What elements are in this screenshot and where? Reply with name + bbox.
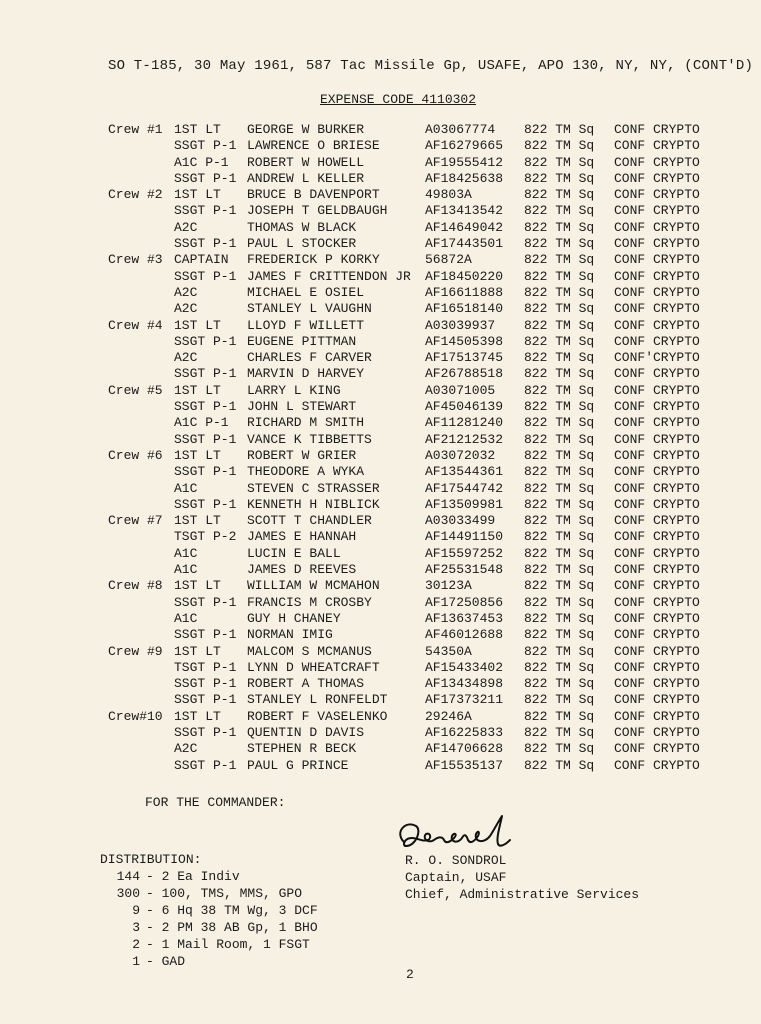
service-number: AF25531548 bbox=[425, 562, 504, 578]
rank: SSGT P-1 bbox=[174, 627, 237, 643]
member-name: LLOYD F WILLETT bbox=[247, 317, 365, 333]
service-number: AF26788518 bbox=[425, 366, 504, 382]
unit: 822 TM Sq bbox=[524, 545, 595, 561]
member-name: LAWRENCE O BRIESE bbox=[247, 138, 380, 154]
distribution-qty: 300 bbox=[116, 886, 140, 901]
distribution-title: DISTRIBUTION: bbox=[100, 852, 202, 867]
member-name: LUCIN E BALL bbox=[247, 545, 341, 561]
service-number: AF16518140 bbox=[425, 301, 504, 317]
clearance: CONF CRYPTO bbox=[614, 219, 700, 235]
service-number: AF19555412 bbox=[425, 154, 504, 170]
roster-row bbox=[108, 676, 728, 692]
roster-row bbox=[108, 546, 728, 562]
unit: 822 TM Sq bbox=[524, 431, 595, 447]
roster-row bbox=[108, 611, 728, 627]
rank: SSGT P-1 bbox=[174, 268, 237, 284]
unit: 822 TM Sq bbox=[524, 741, 595, 757]
service-number: AF14505398 bbox=[425, 333, 504, 349]
clearance: CONF CRYPTO bbox=[614, 122, 700, 137]
clearance: CONF CRYPTO bbox=[614, 659, 700, 675]
roster-row bbox=[108, 595, 728, 611]
clearance: CONF CRYPTO bbox=[614, 447, 700, 463]
unit: 822 TM Sq bbox=[524, 496, 595, 512]
clearance: CONF CRYPTO bbox=[614, 627, 700, 643]
member-name: THEODORE A WYKA bbox=[247, 464, 365, 480]
rank: 1ST LT bbox=[174, 187, 221, 203]
unit: 822 TM Sq bbox=[524, 219, 595, 235]
service-number: AF13434898 bbox=[425, 676, 504, 692]
clearance: CONF CRYPTO bbox=[614, 236, 700, 252]
roster-row bbox=[108, 138, 728, 154]
rank: SSGT P-1 bbox=[174, 676, 237, 692]
for-the-commander: FOR THE COMMANDER: bbox=[145, 795, 286, 810]
service-number: AF21212532 bbox=[425, 431, 504, 447]
clearance: CONF CRYPTO bbox=[614, 284, 700, 300]
service-number: AF14649042 bbox=[425, 219, 504, 235]
roster-row bbox=[108, 692, 728, 708]
member-name: JOSEPH T GELDBAUGH bbox=[247, 203, 388, 219]
roster-row bbox=[108, 758, 728, 774]
member-name: WILLIAM W MCMAHON bbox=[247, 578, 380, 594]
crew-roster bbox=[108, 122, 728, 774]
unit: 822 TM Sq bbox=[524, 447, 595, 463]
service-number: A03033499 bbox=[425, 513, 496, 529]
service-number: AF16225833 bbox=[425, 724, 504, 740]
crew-number: Crew #5 bbox=[108, 382, 163, 398]
service-number: AF13544361 bbox=[425, 464, 504, 480]
crew-number: Crew#10 bbox=[108, 708, 163, 724]
member-name: JAMES D REEVES bbox=[247, 562, 357, 578]
crew-number: Crew #4 bbox=[108, 317, 163, 333]
member-name: VANCE K TIBBETTS bbox=[247, 431, 372, 447]
unit: 822 TM Sq bbox=[524, 122, 595, 137]
service-number: AF16611888 bbox=[425, 284, 504, 300]
distribution-qty: 3 bbox=[132, 920, 140, 935]
member-name: EUGENE PITTMAN bbox=[247, 333, 357, 349]
service-number: AF17250856 bbox=[425, 594, 504, 610]
unit: 822 TM Sq bbox=[524, 708, 595, 724]
service-number: 29246A bbox=[425, 708, 472, 724]
rank: A2C bbox=[174, 741, 198, 757]
distribution-line bbox=[100, 937, 310, 954]
rank: SSGT P-1 bbox=[174, 399, 237, 415]
unit: 822 TM Sq bbox=[524, 366, 595, 382]
service-number: AF45046139 bbox=[425, 399, 504, 415]
clearance: CONF CRYPTO bbox=[614, 268, 700, 284]
service-number: AF13637453 bbox=[425, 610, 504, 626]
distribution-desc: - 2 PM 38 AB Gp, 1 BHO bbox=[146, 920, 318, 935]
clearance: CONF CRYPTO bbox=[614, 741, 700, 757]
roster-row bbox=[108, 334, 728, 350]
rank: SSGT P-1 bbox=[174, 236, 237, 252]
rank: A2C bbox=[174, 219, 198, 235]
distribution-line bbox=[100, 869, 240, 886]
clearance: CONF CRYPTO bbox=[614, 431, 700, 447]
roster-row bbox=[108, 252, 728, 268]
rank: A2C bbox=[174, 284, 198, 300]
rank: TSGT P-1 bbox=[174, 659, 237, 675]
unit: 822 TM Sq bbox=[524, 187, 595, 203]
unit: 822 TM Sq bbox=[524, 643, 595, 659]
unit: 822 TM Sq bbox=[524, 692, 595, 708]
clearance: CONF CRYPTO bbox=[614, 594, 700, 610]
roster-row bbox=[108, 415, 728, 431]
clearance: CONF CRYPTO bbox=[614, 676, 700, 692]
unit: 822 TM Sq bbox=[524, 610, 595, 626]
clearance: CONF CRYPTO bbox=[614, 496, 700, 512]
clearance: CONF CRYPTO bbox=[614, 480, 700, 496]
crew-number: Crew #3 bbox=[108, 252, 163, 268]
member-name: STEPHEN R BECK bbox=[247, 741, 357, 757]
roster-row bbox=[108, 236, 728, 252]
member-name: PAUL G PRINCE bbox=[247, 757, 349, 773]
rank: 1ST LT bbox=[174, 447, 221, 463]
rank: A2C bbox=[174, 350, 198, 366]
clearance: CONF CRYPTO bbox=[614, 692, 700, 708]
member-name: NORMAN IMIG bbox=[247, 627, 333, 643]
rank: TSGT P-2 bbox=[174, 529, 237, 545]
service-number: AF13413542 bbox=[425, 203, 504, 219]
roster-row bbox=[108, 171, 728, 187]
unit: 822 TM Sq bbox=[524, 268, 595, 284]
crew-number: Crew #7 bbox=[108, 513, 163, 529]
service-number: AF14706628 bbox=[425, 741, 504, 757]
roster-row bbox=[108, 220, 728, 236]
member-name: JOHN L STEWART bbox=[247, 399, 357, 415]
unit: 822 TM Sq bbox=[524, 252, 595, 268]
roster-row bbox=[108, 660, 728, 676]
clearance: CONF CRYPTO bbox=[614, 562, 700, 578]
roster-row bbox=[108, 269, 728, 285]
clearance: CONF'CRYPTO bbox=[614, 350, 700, 366]
roster-row bbox=[108, 187, 728, 203]
roster-row bbox=[108, 318, 728, 334]
member-name: RICHARD M SMITH bbox=[247, 415, 365, 431]
distribution-qty: 144 bbox=[116, 869, 140, 884]
rank: SSGT P-1 bbox=[174, 366, 237, 382]
member-name: ANDREW L KELLER bbox=[247, 170, 365, 186]
rank: SSGT P-1 bbox=[174, 431, 237, 447]
clearance: CONF CRYPTO bbox=[614, 154, 700, 170]
clearance: CONF CRYPTO bbox=[614, 415, 700, 431]
unit: 822 TM Sq bbox=[524, 578, 595, 594]
order-header: SO T-185, 30 May 1961, 587 Tac Missile Gp, USAFE, APO 130, NY, NY, (CONT'D) bbox=[108, 58, 754, 74]
unit: 822 TM Sq bbox=[524, 415, 595, 431]
member-name: LYNN D WHEATCRAFT bbox=[247, 659, 380, 675]
rank: 1ST LT bbox=[174, 643, 221, 659]
clearance: CONF CRYPTO bbox=[614, 333, 700, 349]
signer-title: Chief, Administrative Services bbox=[405, 887, 640, 902]
page-number: 2 bbox=[406, 967, 414, 982]
distribution-list bbox=[100, 852, 318, 971]
service-number: AF13509981 bbox=[425, 496, 504, 512]
roster-row bbox=[108, 481, 728, 497]
service-number: AF15597252 bbox=[425, 545, 504, 561]
member-name: SCOTT T CHANDLER bbox=[247, 513, 372, 529]
signature-block bbox=[405, 853, 639, 904]
rank: A1C bbox=[174, 545, 198, 561]
roster-row bbox=[108, 464, 728, 480]
clearance: CONF CRYPTO bbox=[614, 724, 700, 740]
member-name: CHARLES F CARVER bbox=[247, 350, 372, 366]
rank: 1ST LT bbox=[174, 513, 221, 529]
roster-row bbox=[108, 644, 728, 660]
rank: SSGT P-1 bbox=[174, 203, 237, 219]
member-name: KENNETH H NIBLICK bbox=[247, 496, 380, 512]
clearance: CONF CRYPTO bbox=[614, 187, 700, 203]
distribution-qty: 2 bbox=[132, 937, 140, 952]
distribution-desc: - 2 Ea Indiv bbox=[146, 869, 240, 884]
member-name: ROBERT W GRIER bbox=[247, 447, 357, 463]
clearance: CONF CRYPTO bbox=[614, 399, 700, 415]
service-number: AF46012688 bbox=[425, 627, 504, 643]
signer-rank: Captain, USAF bbox=[405, 870, 507, 885]
service-number: AF17544742 bbox=[425, 480, 504, 496]
unit: 822 TM Sq bbox=[524, 138, 595, 154]
clearance: CONF CRYPTO bbox=[614, 170, 700, 186]
distribution-qty: 9 bbox=[132, 903, 140, 918]
roster-row bbox=[108, 155, 728, 171]
roster-row bbox=[108, 578, 728, 594]
roster-row bbox=[108, 432, 728, 448]
clearance: CONF CRYPTO bbox=[614, 529, 700, 545]
rank: SSGT P-1 bbox=[174, 464, 237, 480]
clearance: CONF CRYPTO bbox=[614, 545, 700, 561]
unit: 822 TM Sq bbox=[524, 529, 595, 545]
roster-row bbox=[108, 285, 728, 301]
clearance: CONF CRYPTO bbox=[614, 366, 700, 382]
roster-row bbox=[108, 350, 728, 366]
service-number: AF15433402 bbox=[425, 659, 504, 675]
roster-row bbox=[108, 725, 728, 741]
service-number: AF17513745 bbox=[425, 350, 504, 366]
member-name: BRUCE B DAVENPORT bbox=[247, 187, 380, 203]
clearance: CONF CRYPTO bbox=[614, 610, 700, 626]
service-number: A03067774 bbox=[425, 122, 496, 137]
rank: SSGT P-1 bbox=[174, 692, 237, 708]
clearance: CONF CRYPTO bbox=[614, 252, 700, 268]
member-name: PAUL L STOCKER bbox=[247, 236, 357, 252]
rank: SSGT P-1 bbox=[174, 138, 237, 154]
rank: 1ST LT bbox=[174, 317, 221, 333]
service-number: A03072032 bbox=[425, 447, 496, 463]
service-number: AF17373211 bbox=[425, 692, 504, 708]
distribution-qty: 1 bbox=[132, 954, 140, 969]
service-number: AF15535137 bbox=[425, 757, 504, 773]
crew-number: Crew #9 bbox=[108, 643, 163, 659]
roster-row bbox=[108, 562, 728, 578]
member-name: MALCOM S MCMANUS bbox=[247, 643, 372, 659]
service-number: AF17443501 bbox=[425, 236, 504, 252]
unit: 822 TM Sq bbox=[524, 627, 595, 643]
rank: SSGT P-1 bbox=[174, 757, 237, 773]
signer-name: R. O. SONDROL bbox=[405, 853, 507, 868]
roster-row bbox=[108, 122, 728, 138]
distribution-line bbox=[100, 903, 318, 920]
unit: 822 TM Sq bbox=[524, 480, 595, 496]
unit: 822 TM Sq bbox=[524, 170, 595, 186]
service-number: 30123A bbox=[425, 578, 472, 594]
unit: 822 TM Sq bbox=[524, 464, 595, 480]
member-name: STEVEN C STRASSER bbox=[247, 480, 380, 496]
distribution-desc: - GAD bbox=[146, 954, 186, 969]
service-number: AF14491150 bbox=[425, 529, 504, 545]
rank: SSGT P-1 bbox=[174, 333, 237, 349]
rank: A1C P-1 bbox=[174, 154, 229, 170]
member-name: JAMES F CRITTENDON JR bbox=[247, 268, 411, 284]
rank: A1C bbox=[174, 562, 198, 578]
unit: 822 TM Sq bbox=[524, 350, 595, 366]
clearance: CONF CRYPTO bbox=[614, 757, 700, 773]
rank: A1C bbox=[174, 610, 198, 626]
unit: 822 TM Sq bbox=[524, 562, 595, 578]
distribution-desc: - 6 Hq 38 TM Wg, 3 DCF bbox=[146, 903, 318, 918]
unit: 822 TM Sq bbox=[524, 154, 595, 170]
distribution-line bbox=[100, 920, 318, 937]
member-name: GUY H CHANEY bbox=[247, 610, 341, 626]
crew-number: Crew #2 bbox=[108, 187, 163, 203]
service-number: 54350A bbox=[425, 643, 472, 659]
member-name: STANLEY L RONFELDT bbox=[247, 692, 388, 708]
service-number: AF11281240 bbox=[425, 415, 504, 431]
roster-row bbox=[108, 627, 728, 643]
distribution-line bbox=[100, 954, 201, 971]
member-name: MICHAEL E OSIEL bbox=[247, 284, 365, 300]
unit: 822 TM Sq bbox=[524, 676, 595, 692]
rank: A2C bbox=[174, 301, 198, 317]
member-name: STANLEY L VAUGHN bbox=[247, 301, 372, 317]
clearance: CONF CRYPTO bbox=[614, 203, 700, 219]
unit: 822 TM Sq bbox=[524, 382, 595, 398]
crew-number: Crew #6 bbox=[108, 447, 163, 463]
member-name: QUENTIN D DAVIS bbox=[247, 724, 365, 740]
unit: 822 TM Sq bbox=[524, 594, 595, 610]
roster-row bbox=[108, 741, 728, 757]
member-name: ROBERT F VASELENKO bbox=[247, 708, 388, 724]
distribution-desc: - 1 Mail Room, 1 FSGT bbox=[146, 937, 310, 952]
clearance: CONF CRYPTO bbox=[614, 382, 700, 398]
clearance: CONF CRYPTO bbox=[614, 578, 700, 594]
roster-row bbox=[108, 513, 728, 529]
rank: 1ST LT bbox=[174, 382, 221, 398]
unit: 822 TM Sq bbox=[524, 513, 595, 529]
unit: 822 TM Sq bbox=[524, 301, 595, 317]
crew-number: Crew #1 bbox=[108, 122, 163, 137]
member-name: ROBERT W HOWELL bbox=[247, 154, 365, 170]
unit: 822 TM Sq bbox=[524, 333, 595, 349]
clearance: CONF CRYPTO bbox=[614, 643, 700, 659]
distribution-line bbox=[100, 886, 303, 903]
member-name: ROBERT A THOMAS bbox=[247, 676, 365, 692]
rank: SSGT P-1 bbox=[174, 496, 237, 512]
expense-code: EXPENSE CODE 4110302 bbox=[320, 92, 477, 107]
rank: SSGT P-1 bbox=[174, 724, 237, 740]
member-name: GEORGE W BURKER bbox=[247, 122, 365, 137]
member-name: FREDERICK P KORKY bbox=[247, 252, 380, 268]
roster-row bbox=[108, 301, 728, 317]
unit: 822 TM Sq bbox=[524, 236, 595, 252]
roster-row bbox=[108, 366, 728, 382]
unit: 822 TM Sq bbox=[524, 757, 595, 773]
roster-row bbox=[108, 383, 728, 399]
rank: 1ST LT bbox=[174, 578, 221, 594]
roster-row bbox=[108, 448, 728, 464]
service-number: AF18450220 bbox=[425, 268, 504, 284]
roster-row bbox=[108, 497, 728, 513]
member-name: MARVIN D HARVEY bbox=[247, 366, 365, 382]
clearance: CONF CRYPTO bbox=[614, 513, 700, 529]
service-number: A03071005 bbox=[425, 382, 496, 398]
rank: CAPTAIN bbox=[174, 252, 229, 268]
unit: 822 TM Sq bbox=[524, 284, 595, 300]
unit: 822 TM Sq bbox=[524, 317, 595, 333]
member-name: FRANCIS M CROSBY bbox=[247, 594, 372, 610]
roster-row bbox=[108, 399, 728, 415]
clearance: CONF CRYPTO bbox=[614, 317, 700, 333]
clearance: CONF CRYPTO bbox=[614, 708, 700, 724]
rank: 1ST LT bbox=[174, 122, 221, 137]
clearance: CONF CRYPTO bbox=[614, 464, 700, 480]
unit: 822 TM Sq bbox=[524, 203, 595, 219]
rank: A1C P-1 bbox=[174, 415, 229, 431]
roster-row bbox=[108, 709, 728, 725]
rank: 1ST LT bbox=[174, 708, 221, 724]
member-name: THOMAS W BLACK bbox=[247, 219, 357, 235]
unit: 822 TM Sq bbox=[524, 399, 595, 415]
distribution-desc: - 100, TMS, MMS, GPO bbox=[146, 886, 303, 901]
rank: SSGT P-1 bbox=[174, 170, 237, 186]
rank: SSGT P-1 bbox=[174, 594, 237, 610]
clearance: CONF CRYPTO bbox=[614, 138, 700, 154]
roster-row bbox=[108, 529, 728, 545]
service-number: 56872A bbox=[425, 252, 472, 268]
roster-row bbox=[108, 203, 728, 219]
member-name: JAMES E HANNAH bbox=[247, 529, 357, 545]
service-number: 49803A bbox=[425, 187, 472, 203]
unit: 822 TM Sq bbox=[524, 659, 595, 675]
crew-number: Crew #8 bbox=[108, 578, 163, 594]
unit: 822 TM Sq bbox=[524, 724, 595, 740]
clearance: CONF CRYPTO bbox=[614, 301, 700, 317]
service-number: A03039937 bbox=[425, 317, 496, 333]
rank: A1C bbox=[174, 480, 198, 496]
service-number: AF16279665 bbox=[425, 138, 504, 154]
member-name: LARRY L KING bbox=[247, 382, 341, 398]
service-number: AF18425638 bbox=[425, 170, 504, 186]
